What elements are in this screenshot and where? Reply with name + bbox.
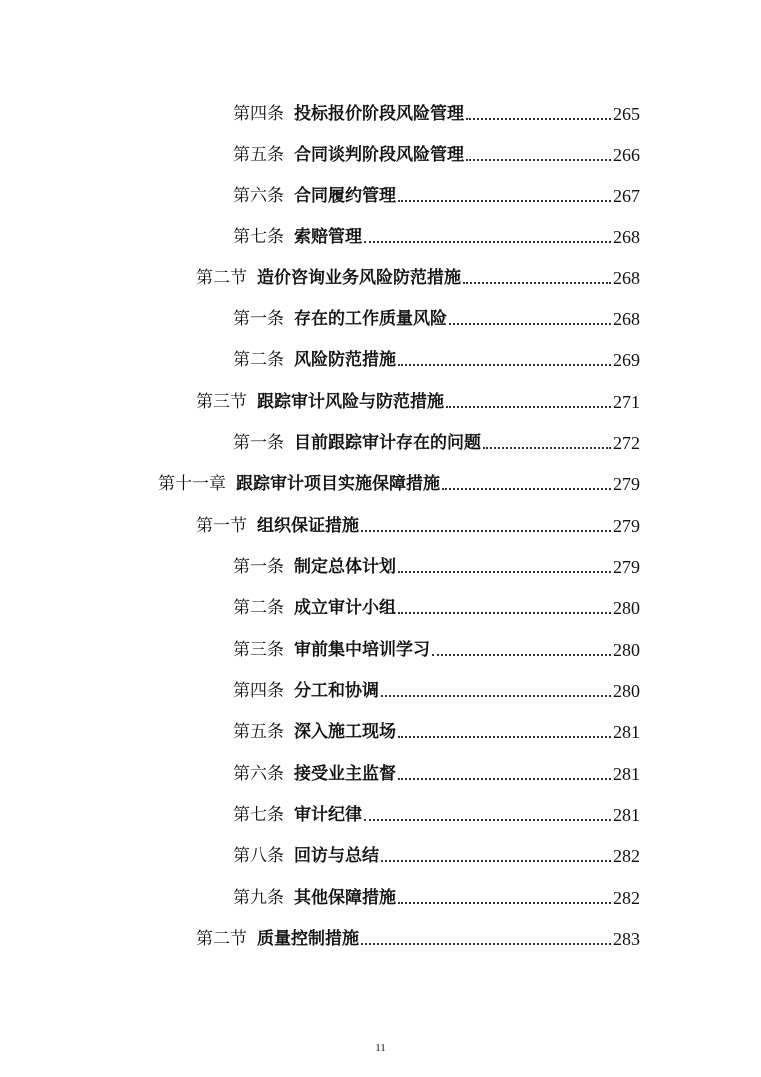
toc-entry-number: 第五条 bbox=[233, 145, 284, 165]
toc-entry[interactable] bbox=[196, 258, 640, 288]
toc-entry-number: 第一条 bbox=[233, 557, 284, 577]
toc-entry[interactable] bbox=[196, 919, 640, 949]
toc-entry-title: 索赔管理 bbox=[294, 227, 362, 247]
toc-entry[interactable] bbox=[233, 878, 640, 908]
toc-entry-title: 组织保证措施 bbox=[257, 516, 359, 536]
toc-entry-page: 279 bbox=[613, 474, 640, 494]
dot-leader bbox=[449, 323, 611, 325]
toc-entry[interactable] bbox=[233, 712, 640, 742]
dot-leader bbox=[446, 406, 611, 408]
toc-entry[interactable] bbox=[233, 299, 640, 329]
dot-leader bbox=[398, 736, 611, 738]
toc-entry[interactable] bbox=[233, 176, 640, 206]
toc-entry-page: 279 bbox=[613, 557, 640, 577]
toc-entry-number: 第三条 bbox=[233, 640, 284, 660]
toc-entry-number: 第五条 bbox=[233, 722, 284, 742]
toc-entry-number: 第九条 bbox=[233, 888, 284, 908]
dot-leader bbox=[398, 571, 611, 573]
dot-leader bbox=[398, 902, 611, 904]
toc-entry-title: 深入施工现场 bbox=[294, 722, 396, 742]
dot-leader bbox=[361, 530, 611, 532]
toc-entry-title: 审计纪律 bbox=[294, 805, 362, 825]
toc-entry-number: 第六条 bbox=[233, 764, 284, 784]
toc-entry-number: 第二条 bbox=[233, 350, 284, 370]
dot-leader bbox=[466, 118, 611, 120]
dot-leader bbox=[463, 282, 611, 284]
toc-entry[interactable] bbox=[158, 464, 640, 494]
dot-leader bbox=[361, 943, 611, 945]
toc-entry-number: 第七条 bbox=[233, 805, 284, 825]
toc-entry[interactable] bbox=[233, 836, 640, 866]
toc-entry-page: 267 bbox=[613, 186, 640, 206]
toc-entry-title: 风险防范措施 bbox=[294, 350, 396, 370]
toc-entry-page: 272 bbox=[613, 433, 640, 453]
dot-leader bbox=[381, 860, 611, 862]
dot-leader bbox=[432, 654, 611, 656]
toc-entry[interactable] bbox=[233, 217, 640, 247]
toc-entry-page: 280 bbox=[613, 640, 640, 660]
dot-leader bbox=[398, 778, 611, 780]
dot-leader bbox=[398, 364, 611, 366]
toc-entry-number: 第三节 bbox=[196, 392, 247, 412]
toc-entry-page: 282 bbox=[613, 888, 640, 908]
toc-entry-title: 合同履约管理 bbox=[294, 186, 396, 206]
dot-leader bbox=[442, 488, 611, 490]
toc-entry-page: 268 bbox=[613, 309, 640, 329]
dot-leader bbox=[364, 819, 611, 821]
dot-leader bbox=[381, 695, 611, 697]
toc-entry[interactable] bbox=[196, 506, 640, 536]
toc-entry-title: 目前跟踪审计存在的问题 bbox=[294, 433, 481, 453]
toc-entry-page: 280 bbox=[613, 598, 640, 618]
dot-leader bbox=[466, 159, 611, 161]
toc-entry-number: 第八条 bbox=[233, 846, 284, 866]
toc-entry-title: 成立审计小组 bbox=[294, 598, 396, 618]
toc-entry-title: 存在的工作质量风险 bbox=[294, 309, 447, 329]
toc-entry[interactable] bbox=[233, 340, 640, 370]
toc-entry-title: 合同谈判阶段风险管理 bbox=[294, 145, 464, 165]
toc-entry-number: 第一条 bbox=[233, 433, 284, 453]
toc-entry[interactable] bbox=[233, 754, 640, 784]
toc-entry-page: 265 bbox=[613, 104, 640, 124]
toc-entry-title: 其他保障措施 bbox=[294, 888, 396, 908]
toc-entry-page: 281 bbox=[613, 764, 640, 784]
toc-entry-page: 269 bbox=[613, 350, 640, 370]
toc-entry[interactable] bbox=[233, 135, 640, 165]
toc-entry-page: 279 bbox=[613, 516, 640, 536]
toc-entry-title: 接受业主监督 bbox=[294, 764, 396, 784]
toc-entry-page: 268 bbox=[613, 227, 640, 247]
dot-leader bbox=[398, 200, 611, 202]
toc-entry-title: 回访与总结 bbox=[294, 846, 379, 866]
toc-entry-page: 280 bbox=[613, 681, 640, 701]
toc-entry[interactable] bbox=[233, 630, 640, 660]
toc-entry[interactable] bbox=[233, 671, 640, 701]
toc-entry-title: 审前集中培训学习 bbox=[294, 640, 430, 660]
toc-entry-number: 第六条 bbox=[233, 186, 284, 206]
toc-entry-title: 造价咨询业务风险防范措施 bbox=[257, 268, 461, 288]
toc-entry-title: 制定总体计划 bbox=[294, 557, 396, 577]
toc-entry-title: 跟踪审计项目实施保障措施 bbox=[236, 474, 440, 494]
dot-leader bbox=[398, 612, 611, 614]
dot-leader bbox=[364, 241, 611, 243]
dot-leader bbox=[483, 447, 611, 449]
toc-entry[interactable] bbox=[196, 382, 640, 412]
toc-entry-number: 第二节 bbox=[196, 929, 247, 949]
page-number: 11 bbox=[375, 1042, 386, 1054]
toc-entry-number: 第二条 bbox=[233, 598, 284, 618]
toc-entry-page: 281 bbox=[613, 805, 640, 825]
toc-entry-number: 第四条 bbox=[233, 104, 284, 124]
toc-entry-page: 283 bbox=[613, 929, 640, 949]
toc-entry-title: 质量控制措施 bbox=[257, 929, 359, 949]
toc-entry-page: 281 bbox=[613, 722, 640, 742]
toc-entry[interactable] bbox=[233, 547, 640, 577]
toc-entry-number: 第一节 bbox=[196, 516, 247, 536]
toc-entry-number: 第四条 bbox=[233, 681, 284, 701]
toc-entry[interactable] bbox=[233, 423, 640, 453]
toc-entry-number: 第十一章 bbox=[158, 474, 226, 494]
toc-entry-page: 266 bbox=[613, 145, 640, 165]
toc-entry-title: 跟踪审计风险与防范措施 bbox=[257, 392, 444, 412]
toc-entry-page: 271 bbox=[613, 392, 640, 412]
toc-entry[interactable] bbox=[233, 588, 640, 618]
toc-entry-number: 第一条 bbox=[233, 309, 284, 329]
toc-entry-page: 282 bbox=[613, 846, 640, 866]
toc-entry[interactable] bbox=[233, 795, 640, 825]
toc-entry-title: 分工和协调 bbox=[294, 681, 379, 701]
toc-entry[interactable] bbox=[233, 94, 640, 124]
toc-entry-number: 第七条 bbox=[233, 227, 284, 247]
toc-entry-title: 投标报价阶段风险管理 bbox=[294, 104, 464, 124]
toc-entry-number: 第二节 bbox=[196, 268, 247, 288]
toc-entry-page: 268 bbox=[613, 268, 640, 288]
